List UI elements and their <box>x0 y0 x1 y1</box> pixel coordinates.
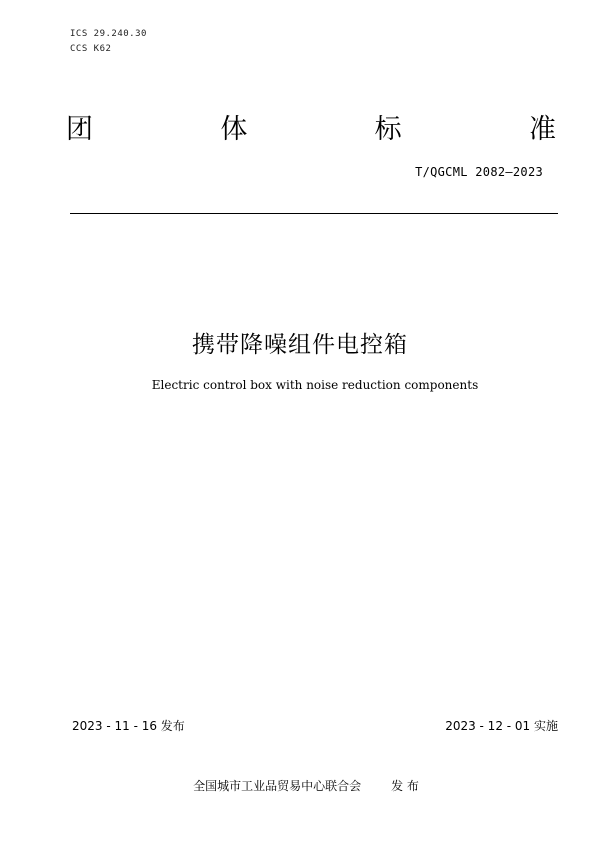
implementation-date: 2023 - 12 - 01 实施 <box>445 719 558 733</box>
title-chinese: 携带降噪组件电控箱 <box>192 332 408 358</box>
header-divider <box>70 213 558 214</box>
doc-type-char: 团 <box>66 114 93 145</box>
title-english: Electric control box with noise reduction components <box>151 378 479 392</box>
issue-date: 2023 - 11 - 16 发布 <box>72 719 185 733</box>
doc-type-char: 标 <box>374 114 402 145</box>
ics-code: ICS 29.240.30 <box>70 29 147 39</box>
doc-type-char: 体 <box>220 114 248 145</box>
document-type-heading <box>66 114 556 146</box>
standard-number: T/QGCML 2082—2023 <box>415 165 543 179</box>
publisher-line <box>0 777 600 794</box>
publisher-name: 全国城市工业品贸易中心联合会 <box>193 779 362 793</box>
doc-type-char: 准 <box>528 114 556 145</box>
ccs-code: CCS K62 <box>70 44 112 54</box>
publisher-action: 发 布 <box>391 779 419 793</box>
